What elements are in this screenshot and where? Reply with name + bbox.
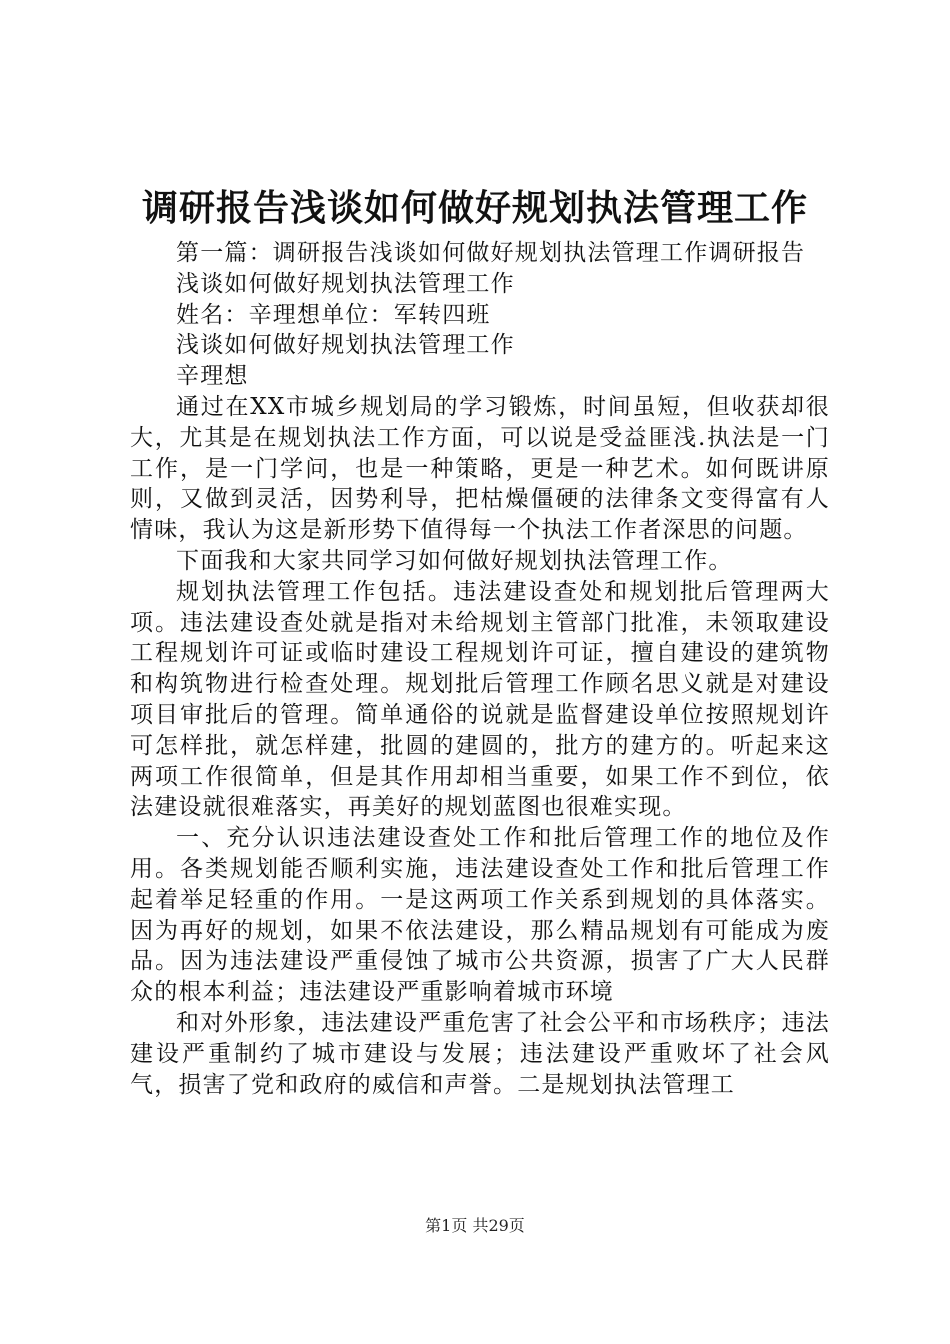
paragraph-section-one-cont: 和对外形象，违法建设严重危害了社会公平和市场秩序；违法建设严重制约了城市建设与发展；违法建设严重败坏了社会风气，损害了党和政府的威信和声誉。二是规划执法管理工 <box>130 1009 830 1098</box>
document-body <box>130 238 830 1100</box>
paragraph-section-one: 一、充分认识违法建设查处工作和批后管理工作的地位及作用。各类规划能否顺利实施，违法建设查处工作和批后管理工作起着举足轻重的作用。一是这两项工作关系到规划的具体落实。因为再好的规划，如果不依法建设，那么精品规划有可能成为废品。因为违法建设严重侵蚀了城市公共资源，损害了广大人民群众的根本利益；违法建设严重影响着城市环境 <box>130 825 830 1006</box>
paragraph-intro: 通过在XX市城乡规划局的学习锻炼，时间虽短，但收获却很大，尤其是在规划执法工作方面，可以说是受益匪浅.执法是一门工作，是一门学问，也是一种策略，更是一种艺术。如何既讲原则，又做到灵活，因势利导，把枯燥僵硬的法律条文变得富有人情味，我认为这是新形势下值得每一个执法工作者深思的问题。 <box>130 393 830 544</box>
document-title: 调研报告浅谈如何做好规划执法管理工作 <box>141 187 808 229</box>
page-footer: 第1页 共29页 <box>425 1216 525 1235</box>
paragraph-subtitle: 浅谈如何做好规划执法管理工作 <box>176 270 515 297</box>
paragraph-transition: 下面我和大家共同学习如何做好规划执法管理工作。 <box>176 547 733 574</box>
paragraph-author-info: 姓名：辛理想单位：军转四班 <box>176 301 491 328</box>
paragraph-author-name: 辛理想 <box>176 363 249 390</box>
paragraph-scope: 规划执法管理工作包括。违法建设查处和规划批后管理两大项。违法建设查处就是指对未给规划主管部门批准，未领取建设工程规划许可证或临时建设工程规划许可证，擅自建设的建筑物和构筑物进行检查处理。规划批后管理工作顾名思义就是对建设项目审批后的管理。简单通俗的说就是监督建设单位按照规划许可怎样批，就怎样建，批圆的建圆的，批方的建方的。听起来这两项工作很简单，但是其作用却相当重要，如果工作不到位，依法建设就很难落实，再美好的规划蓝图也很难实现。 <box>130 578 830 821</box>
paragraph-heading-part1: 第一篇：调研报告浅谈如何做好规划执法管理工作调研报告 <box>176 240 806 266</box>
paragraph-subtitle-repeat: 浅谈如何做好规划执法管理工作 <box>176 332 515 359</box>
